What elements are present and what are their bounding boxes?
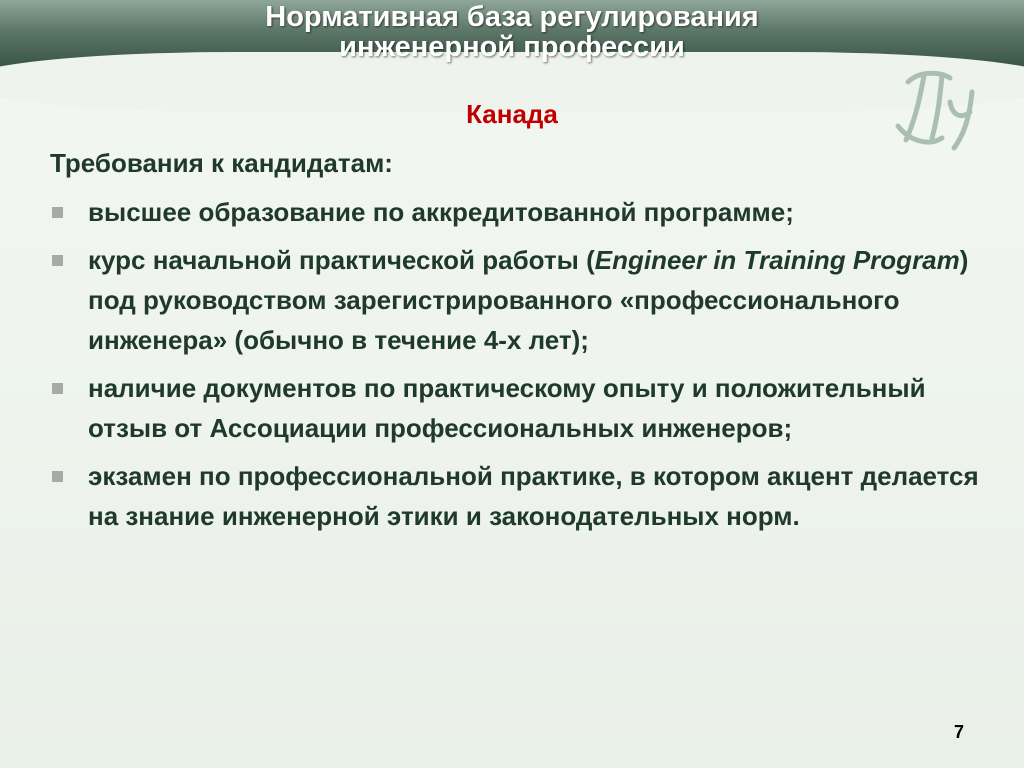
slide-title-line-2: инженерной профессии	[339, 31, 685, 63]
list-item-text-part-3: ) под руководством зарегистрированного «профессионального инженера» (обычно в течение 4-х лет);	[88, 245, 969, 355]
country-heading: Канада	[466, 99, 558, 129]
list-item	[42, 368, 982, 448]
list-item	[42, 192, 982, 232]
square-bullet-icon	[52, 255, 63, 266]
square-bullet-icon	[52, 471, 63, 482]
requirements-list	[42, 192, 982, 544]
square-bullet-icon	[52, 207, 63, 218]
list-item-english-term: Engineer in Training Program	[594, 245, 960, 275]
page-number: 7	[953, 722, 964, 742]
list-item	[42, 240, 982, 360]
slide-title	[0, 2, 1024, 62]
list-item-text-part-1: курс начальной практической работы (	[88, 245, 595, 275]
requirements-heading: Требования к кандидатам:	[50, 148, 393, 178]
list-item-text: экзамен по профессиональной практике, в котором акцент делается на знание инженерной этики и законодательных норм.	[88, 461, 979, 531]
list-item	[42, 456, 982, 536]
square-bullet-icon	[52, 383, 63, 394]
slide-title-line-1: Нормативная база регулирования	[265, 1, 759, 33]
list-item-text: высшее образование по аккредитованной программе;	[88, 197, 794, 227]
list-item-text: наличие документов по практическому опыту и положительный отзыв от Ассоциации профессиональных инженеров;	[88, 373, 926, 443]
